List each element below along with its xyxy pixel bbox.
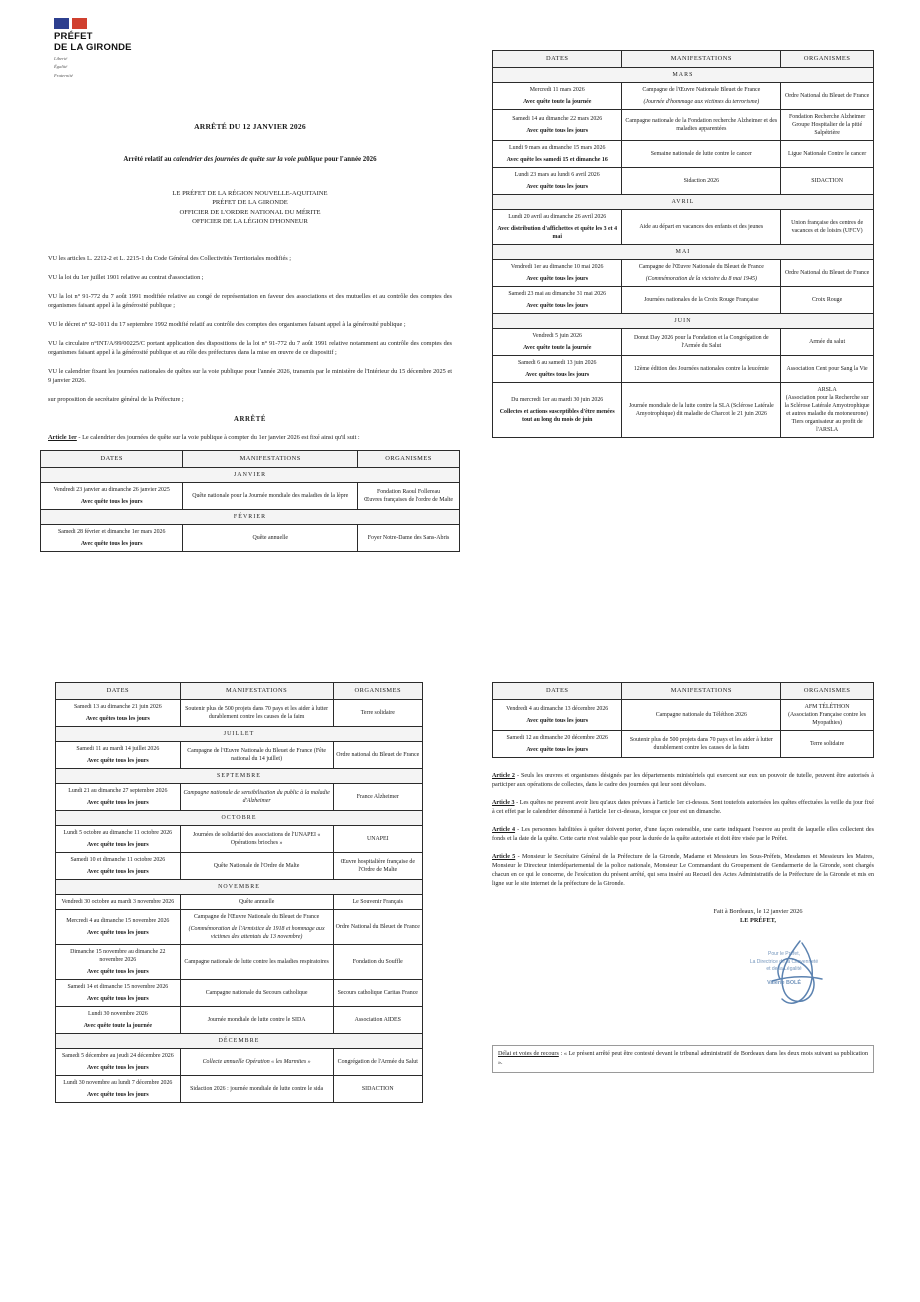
date-main: Du mercredi 1er au mardi 30 juin 2026 <box>511 397 604 403</box>
visa-paragraph: sur proposition de secrétaire général de la Préfecture ; <box>48 395 184 403</box>
manifestation-text: Aide au départ en vacances des enfants et des jeunes <box>639 224 764 230</box>
date-note: Avec quêtes tous les jours <box>525 372 590 378</box>
month-label: DÉCEMBRE <box>56 1034 423 1049</box>
manifestation-note: (Commémoration de l'Armistice de 1918 et hommage aux victimes des attentats du 13 novembre) <box>188 926 325 940</box>
cell-organisme: SIDACTION <box>781 168 874 195</box>
cell-organisme: Ordre National du Bleuet de France <box>781 83 874 110</box>
table-row <box>41 525 460 552</box>
date-note: Avec quête toute la journée <box>83 1023 152 1029</box>
column-header-manifestations: MANIFESTATIONS <box>183 451 358 468</box>
date-note: Avec quête tous les jours <box>86 930 149 936</box>
signature-block <box>492 907 874 925</box>
month-label: MARS <box>493 68 874 83</box>
article-4-label: Article 4 <box>492 827 516 833</box>
prefet-line-4: OFFICIER DE LA LÉGION D'HONNEUR <box>192 217 308 225</box>
column-header-organismes: ORGANISMES <box>781 51 874 68</box>
table-row <box>56 853 423 880</box>
table-row <box>493 83 874 110</box>
article-4-paragraph <box>492 826 874 844</box>
date-note: Avec quête tous les jours <box>80 541 143 548</box>
table-row <box>56 742 423 769</box>
table-row <box>493 329 874 356</box>
recourse-note-text: : « Le présent arrêté peut être contesté devant le tribunal administratif de Bordeaux dans les deux mois suivant sa publication ». <box>498 1051 868 1066</box>
table-header-row <box>41 451 460 468</box>
date-main: Samedi 28 février et dimanche 1er mars 2026 <box>57 529 166 536</box>
cell-dates <box>493 731 622 758</box>
table-row <box>493 356 874 383</box>
cell-manifestation <box>183 483 358 510</box>
table-row <box>493 700 874 731</box>
month-label: AVRIL <box>493 195 874 210</box>
calendar-table-1-body <box>41 468 460 552</box>
cell-manifestation <box>622 731 781 758</box>
date-main: Lundi 21 au dimanche 27 septembre 2026 <box>68 788 168 794</box>
cell-organisme: Ordre national du Bleuet de France <box>333 742 422 769</box>
article-4-text: - Les personnes habilitées à quêter doivent porter, d'une façon ostensible, une carte indiquant l'oeuvre au profit de laquelle elles collectent des fonds et la date de la quête. Cette carte n'est valable que pour la durée de la quête autorisée et doit être visée par le Préfet. <box>492 827 874 842</box>
cell-dates <box>493 260 622 287</box>
date-main: Samedi 23 mai au dimanche 31 mai 2026 <box>508 291 607 297</box>
calendar-table-3 <box>55 682 423 1103</box>
arrete-keyword: ARRÊTÉ <box>234 416 266 423</box>
date-main: Samedi 14 au dimanche 22 mars 2026 <box>512 116 603 122</box>
cell-manifestation <box>622 260 781 287</box>
cell-dates <box>56 826 181 853</box>
cell-dates <box>493 356 622 383</box>
month-separator-row <box>493 245 874 260</box>
calendar-table-4-body <box>493 700 874 758</box>
page-title: ARRÊTÉ DU 12 JANVIER 2026 <box>194 122 306 132</box>
cell-manifestation <box>180 784 333 811</box>
cell-dates <box>56 980 181 1007</box>
prefet-line-3: OFFICIER DE L'ORDRE NATIONAL DU MÉRITE <box>179 208 321 216</box>
document-page-3 <box>55 682 423 1262</box>
manifestation-text: Journées nationales de la Croix Rouge Française <box>644 297 759 303</box>
column-header-dates: DATES <box>493 683 622 700</box>
manifestation-note: (Commémoration de la victoire du 8 mai 1945) <box>645 276 757 282</box>
devise-egalite: Égalité <box>54 64 68 70</box>
flag-blue-block <box>54 18 69 29</box>
manifestation-text: Campagne nationale de lutte contre les maladies respiratoires <box>184 959 329 965</box>
manifestation-text: Donut Day 2026 pour la Fondation et la Congrégation de l'Armée du Salut <box>633 335 769 349</box>
cell-dates <box>41 483 183 510</box>
cell-manifestation <box>180 700 333 727</box>
visa-paragraph: VU les articles L. 2212-2 et L. 2215-1 du Code Général des Collectivités Territoriales modifiés ; <box>48 255 292 263</box>
subtitle-part-b: calendrier des journées de quête sur la voie publique <box>173 156 323 164</box>
cell-organisme: UNAPEI <box>333 826 422 853</box>
month-separator-row <box>493 68 874 83</box>
manifestation-text: Sidaction 2026 : journée mondiale de lutte contre le sida <box>190 1086 324 1092</box>
cell-organisme: ARSLA (Association pour la Recherche sur la Sclérose Latérale Amyotrophique et autres maladie du motoneurone) Tiers organisateur au profit de l'ARSLA <box>781 383 874 438</box>
cell-dates <box>493 83 622 110</box>
cell-organisme: Le Souvenir Français <box>333 895 422 910</box>
manifestation-text: Campagne de l'Œuvre Nationale du Bleuet de France (Fête national du 14 juillet) <box>187 748 326 762</box>
column-header-organismes: ORGANISMES <box>781 683 874 700</box>
column-header-dates: DATES <box>56 683 181 700</box>
date-main: Samedi 6 au samedi 13 juin 2026 <box>517 360 597 366</box>
cell-manifestation <box>622 383 781 438</box>
manifestation-text: Journée mondiale de lutte contre le SIDA <box>207 1017 306 1023</box>
recourse-note-label: Délai et voies de recours <box>498 1051 559 1057</box>
republique-francaise-logo <box>54 18 460 78</box>
cell-dates <box>56 700 181 727</box>
devise-fraternite: Fraternité <box>54 72 73 78</box>
cell-manifestation <box>180 826 333 853</box>
cell-dates <box>493 110 622 141</box>
signature-place-date: Fait à Bordeaux, le 12 janvier 2026 <box>713 908 803 915</box>
column-header-manifestations: MANIFESTATIONS <box>180 683 333 700</box>
visa-paragraph: VU la loi du 1er juillet 1901 relative au contrat d'association ; <box>48 273 204 281</box>
date-note: Avec quête tous les jours <box>526 718 589 724</box>
cell-organisme: Association AIDES <box>333 1007 422 1034</box>
signature-role: LE PRÉFET, <box>740 917 776 924</box>
cell-organisme: Fondation du Souffle <box>333 945 422 980</box>
cell-dates <box>56 853 181 880</box>
manifestation-text: Semaine nationale de lutte contre le cancer <box>650 151 752 157</box>
cell-organisme: Fondation Raoul Follereau Œuvres françaises de l'ordre de Malte <box>358 483 460 510</box>
cell-dates <box>41 525 183 552</box>
subtitle-part-c: pour l'année 2026 <box>322 156 377 164</box>
calendar-table-2 <box>492 50 874 438</box>
cell-dates <box>493 700 622 731</box>
document-subtitle <box>40 155 460 165</box>
table-row <box>493 110 874 141</box>
table-row <box>56 784 423 811</box>
cell-manifestation <box>180 910 333 945</box>
cell-organisme: Ligue Nationale Contre le cancer <box>781 141 874 168</box>
cell-manifestation <box>622 110 781 141</box>
article-5-paragraph <box>492 853 874 889</box>
stamp-line-1: Pour le Préfet, <box>768 951 800 957</box>
manifestation-text: Campagne de l'Œuvre Nationale du Bleuet de France <box>194 914 320 920</box>
month-separator-row <box>56 880 423 895</box>
visa-paragraph: VU la circulaire n°INT/A/99/00225/C portant application des dispositions de la loi n° 91-772 du 7 août 1991 relative notamment au contrôle des comptes des organismes faisant appel à la générosité publique et au rôle des préfectures dans la mise en œuvre de ce dispositif ; <box>48 339 452 356</box>
table-row <box>56 980 423 1007</box>
article-1-paragraph <box>48 433 452 442</box>
manifestation-text: Quête Nationale de l'Ordre de Malte <box>213 863 300 869</box>
table-row <box>493 141 874 168</box>
stamp-line-3: et de la Légalité <box>766 966 802 972</box>
manifestation-text: Campagne nationale du Téléthon 2026 <box>655 712 747 718</box>
manifestation-note: Collecte annuelle Opération « les Marmites » <box>202 1059 311 1065</box>
month-label: JUILLET <box>56 727 423 742</box>
flag-red-block <box>72 18 87 29</box>
stamp-text <box>724 951 844 987</box>
calendar-table-4 <box>492 682 874 758</box>
cell-organisme: SIDACTION <box>333 1076 422 1103</box>
date-note: Avec quête tous les jours <box>86 800 149 806</box>
table-row <box>56 1049 423 1076</box>
cell-manifestation <box>622 210 781 245</box>
cell-organisme: Terre solidaire <box>781 731 874 758</box>
table-row <box>493 287 874 314</box>
cell-dates <box>493 210 622 245</box>
cell-organisme: Armée du salut <box>781 329 874 356</box>
cell-manifestation <box>622 700 781 731</box>
manifestation-note: (Journée d'hommage aux victimes du terrorisme) <box>643 99 760 105</box>
recourse-note <box>492 1045 874 1073</box>
cell-manifestation <box>622 141 781 168</box>
date-note: Avec quête tous les jours <box>526 184 589 190</box>
cell-dates <box>56 742 181 769</box>
cell-organisme: Ordre National du Bleuet de France <box>333 910 422 945</box>
date-note: Avec quête toute la journée <box>523 345 592 351</box>
month-separator-row <box>41 468 460 483</box>
cell-manifestation <box>183 525 358 552</box>
date-main: Lundi 23 mars au lundi 6 avril 2026 <box>514 172 600 178</box>
table-row <box>56 700 423 727</box>
month-label: JUIN <box>493 314 874 329</box>
cell-manifestation <box>622 168 781 195</box>
table-header-row <box>56 683 423 700</box>
cell-manifestation <box>180 853 333 880</box>
cell-manifestation <box>180 980 333 1007</box>
document-page-2 <box>492 50 874 650</box>
date-main: Mercredi 11 mars 2026 <box>529 87 585 93</box>
month-label: MAI <box>493 245 874 260</box>
date-note: Avec quête tous les jours <box>526 276 589 282</box>
column-header-dates: DATES <box>41 451 183 468</box>
cell-manifestation <box>622 329 781 356</box>
cell-organisme: Terre solidaire <box>333 700 422 727</box>
manifestation-text: Quête nationale pour la Journée mondiale des maladies de la lèpre <box>192 493 349 500</box>
article-3-label: Article 3 <box>492 800 515 806</box>
month-separator-row <box>41 510 460 525</box>
article-5-text: - Monsieur le Secrétaire Général de la Préfecture de la Gironde, Madame et Messieurs les Sous-Préfets, Mesdames et Messieurs les Maires, Monsieur le Directeur interdépartemental de la police nationale, Monsieur Le Commandant du Groupement de Gendarmerie de la Gironde, sont chargés chacun en ce qui le concerne, de l'exécution du présent arrêté, qui sera inséré au Recueil des Actes Administratifs de la Préfecture de la Gironde et mis en ligne sur le site internet de la préfecture de la Gironde. <box>492 854 874 887</box>
cell-dates <box>56 945 181 980</box>
date-main: Lundi 5 octobre au dimanche 11 octobre 2026 <box>63 830 173 836</box>
date-note: Avec quête tous les jours <box>86 969 149 975</box>
date-main: Samedi 5 décembre au jeudi 24 décembre 2026 <box>61 1053 174 1059</box>
date-main: Samedi 10 et dimanche 11 octobre 2026 <box>70 857 166 863</box>
date-note: Avec quêtes tous les jours <box>85 716 150 722</box>
cell-organisme: AFM TÉLÉTHON (Association Française contre les Myopathies) <box>781 700 874 731</box>
cell-organisme: Œuvre hospitalière française de l'Ordre de Malte <box>333 853 422 880</box>
month-label: FÉVRIER <box>41 510 460 525</box>
date-main: Mercredi 4 au dimanche 15 novembre 2026 <box>66 918 170 924</box>
column-header-manifestations: MANIFESTATIONS <box>622 683 781 700</box>
manifestation-text: Quête annuelle <box>252 535 288 542</box>
cell-dates <box>493 141 622 168</box>
stamp-signatory-name: Valérie BOLÉ <box>767 979 801 986</box>
cell-manifestation <box>180 742 333 769</box>
table-row <box>493 210 874 245</box>
month-label: NOVEMBRE <box>56 880 423 895</box>
column-header-manifestations: MANIFESTATIONS <box>622 51 781 68</box>
visa-paragraph: VU la loi n° 91-772 du 7 août 1991 modifiée relative au congé de représentation en faveur des associations et des mutuelles et au contrôle des comptes des organismes faisant appel à la générosité publique ; <box>48 292 452 309</box>
month-separator-row <box>56 1034 423 1049</box>
table-header-row <box>493 51 874 68</box>
prefet-line-1: LE PRÉFET DE LA RÉGION NOUVELLE-AQUITAINE <box>172 190 328 198</box>
cell-organisme: Association Cent pour Sang la Vie <box>781 356 874 383</box>
table-row <box>493 168 874 195</box>
visa-paragraph: VU le décret n° 92-1011 du 17 septembre 1992 modifié relatif au contrôle des comptes des organismes faisant appel à la générosité publique ; <box>48 320 406 328</box>
date-main: Vendredi 30 octobre au mardi 3 novembre 2026 <box>61 899 175 905</box>
cell-dates <box>493 383 622 438</box>
document-page-1 <box>40 18 460 638</box>
french-flag-icon <box>54 18 460 29</box>
date-note: Avec quête toute la journée <box>523 99 592 105</box>
document-page-4 <box>492 682 874 1152</box>
visa-section <box>40 254 460 404</box>
table-row <box>56 1076 423 1103</box>
article-3-text: - Les quêtes ne peuvent avoir lieu qu'aux dates prévues à l'article 1er ci-dessus. Sont toutefois autorisées les quêtes effectuées la veille du jour fixé à cet effet par le calendrier dénommé à l'article 1er ci-dessus, lorsque ce jour est un dimanche. <box>492 800 874 815</box>
subtitle-part-a: Arrêté relatif au <box>123 156 174 164</box>
manifestation-text: 12ème édition des Journées nationales contre la leucémie <box>633 366 769 372</box>
prefet-line-2: PRÉFET DE LA GIRONDE <box>212 199 288 207</box>
visa-paragraph: VU le calendrier fixant les journées nationales de quêtes sur la voie publique pour l'année 2026, transmis par le ministère de l'Intérieur du 15 décembre 2025 et 9 janvier 2026. <box>48 367 452 384</box>
cell-manifestation <box>180 1007 333 1034</box>
date-main: Vendredi 1er au dimanche 10 mai 2026 <box>510 264 604 270</box>
stamp-line-2: La Directrice de la Citoyenneté <box>749 958 819 965</box>
column-header-dates: DATES <box>493 51 622 68</box>
cell-organisme: Ordre National du Bleuet de France <box>781 260 874 287</box>
calendar-table-3-body <box>56 700 423 1103</box>
cell-dates <box>56 784 181 811</box>
column-header-organismes: ORGANISMES <box>333 683 422 700</box>
table-row <box>56 910 423 945</box>
cell-manifestation <box>622 287 781 314</box>
date-note: Avec quête tous les jours <box>526 747 589 753</box>
manifestation-text: Soutenir plus de 500 projets dans 70 pays et les aider à lutter durablement contre les causes de la faim <box>629 737 773 751</box>
cell-organisme: Union française des centres de vacances et de loisirs (UFCV) <box>781 210 874 245</box>
cell-dates <box>493 168 622 195</box>
date-main: Samedi 12 au dimanche 20 décembre 2026 <box>506 735 608 741</box>
calendar-table-1 <box>40 450 460 552</box>
date-main: Lundi 30 novembre 2026 <box>87 1011 148 1017</box>
date-note: Collectes et actions susceptibles d'être menées tout au long du mois de juin <box>499 409 615 423</box>
cell-organisme: Secours catholique Caritas France <box>333 980 422 1007</box>
manifestation-text: Soutenir plus de 500 projets dans 70 pays et les aider à lutter durablement contre les causes de la faim <box>185 706 329 720</box>
devise-liberte: Liberté <box>54 56 68 61</box>
cell-organisme: France Alzheimer <box>333 784 422 811</box>
date-main: Lundi 30 novembre au lundi 7 décembre 2026 <box>63 1080 173 1086</box>
manifestation-text: Campagne nationale de la Fondation recherche Alzheimer et des maladies apparentées <box>625 118 778 132</box>
cell-dates <box>493 329 622 356</box>
cell-manifestation <box>180 1049 333 1076</box>
manifestation-text: Sidaction 2026 <box>683 178 720 184</box>
date-note: Avec quête les samedi 15 et dimanche 16 <box>506 157 608 163</box>
cell-dates <box>56 1049 181 1076</box>
date-main: Vendredi 4 au dimanche 13 décembre 2026 <box>506 706 609 712</box>
cell-dates <box>56 1007 181 1034</box>
article-1-text: - Le calendrier des journées de quête sur la voie publique à compter du 1er janvier 2026 est fixé ainsi qu'il suit : <box>76 434 360 441</box>
date-note: Avec quête tous les jours <box>86 1092 149 1098</box>
date-main: Samedi 11 au mardi 14 juillet 2026 <box>76 746 160 752</box>
date-main: Lundi 20 avril au dimanche 26 avril 2026 <box>508 214 607 220</box>
manifestation-text: Campagne de l'Œuvre Nationale Bleuet de France <box>642 87 761 93</box>
cell-organisme: Congrégation de l'Armée du Salut <box>333 1049 422 1076</box>
article-2-paragraph <box>492 772 874 790</box>
month-separator-row <box>56 727 423 742</box>
month-separator-row <box>493 314 874 329</box>
cell-organisme: Foyer Notre-Dame des Sans-Abris <box>358 525 460 552</box>
cell-manifestation <box>622 83 781 110</box>
date-note: Avec quête tous les jours <box>86 996 149 1002</box>
date-main: Vendredi 23 janvier au dimanche 26 janvier 2025 <box>53 487 170 494</box>
article-2-text: - Seuls les œuvres et organismes désignés par les départements ministériels qui exercent sur eux un pouvoir de tutelle, peuvent être autorisés à participer aux opérations de collectes, dans le cadre des journées qui leur sont dévolues. <box>492 773 874 788</box>
article-5-label: Article 5 <box>492 854 516 860</box>
month-label: SEPTEMBRE <box>56 769 423 784</box>
date-note: Avec quête tous les jours <box>526 303 589 309</box>
date-main: Dimanche 15 novembre au dimanche 22 novembre 2026 <box>70 949 166 963</box>
table-row <box>56 826 423 853</box>
table-row <box>493 260 874 287</box>
date-main: Samedi 13 au dimanche 21 juin 2026 <box>73 704 162 710</box>
date-note: Avec quête tous les jours <box>80 499 143 506</box>
table-header-row <box>493 683 874 700</box>
column-header-organismes: ORGANISMES <box>358 451 460 468</box>
article-1-label: Article 1er <box>48 434 77 441</box>
cell-dates <box>56 1076 181 1103</box>
cell-organisme: Croix Rouge <box>781 287 874 314</box>
month-label: OCTOBRE <box>56 811 423 826</box>
cell-manifestation <box>180 945 333 980</box>
month-separator-row <box>493 195 874 210</box>
cell-manifestation <box>622 356 781 383</box>
table-row <box>493 731 874 758</box>
table-row <box>56 1007 423 1034</box>
manifestation-text: Journées de solidarité des associations de l'UNAPEI « Opérations brioches » <box>192 832 321 846</box>
cell-dates <box>56 895 181 910</box>
cell-manifestation <box>180 1076 333 1103</box>
date-note: Avec quête tous les jours <box>86 758 149 764</box>
date-main: Vendredi 5 juin 2026 <box>532 333 582 339</box>
manifestation-text: Journée mondiale de la lutte contre la SLA (Sclérose Latérale Amyotrophique) dit maladie de Charcot le 21 juin 2026 <box>628 403 774 417</box>
cell-dates <box>56 910 181 945</box>
table-row <box>493 383 874 438</box>
month-separator-row <box>56 769 423 784</box>
signature-stamp-area <box>492 925 874 1003</box>
date-note: Avec quête tous les jours <box>86 842 149 848</box>
date-note: Avec distribution d'affichettes et quête les 3 et 4 mai <box>497 226 618 240</box>
month-separator-row <box>56 811 423 826</box>
logo-title-line2: DE LA GIRONDE <box>54 41 132 53</box>
month-label: JANVIER <box>41 468 460 483</box>
manifestation-note: Campagne nationale de sensibilisation du public à la maladie d'Alzheimer <box>183 790 330 804</box>
table-row <box>56 895 423 910</box>
calendar-table-2-body <box>493 68 874 438</box>
manifestation-text: Campagne nationale du Secours catholique <box>205 990 308 996</box>
date-note: Avec quête tous les jours <box>86 869 149 875</box>
article-3-paragraph <box>492 799 874 817</box>
article-2-label: Article 2 <box>492 773 515 779</box>
table-row <box>56 945 423 980</box>
cell-dates <box>493 287 622 314</box>
logo-title-line1: PRÉFET <box>54 31 93 42</box>
articles-section <box>492 772 874 889</box>
cell-organisme: Fondation Recherche Alzheimer Groupe Hospitalier de la pitié Salpétrière <box>781 110 874 141</box>
date-note: Avec quête tous les jours <box>86 1065 149 1071</box>
date-main: Lundi 9 mars au dimanche 15 mars 2026 <box>509 145 606 151</box>
manifestation-text: Quête annuelle <box>238 899 275 905</box>
cell-manifestation <box>180 895 333 910</box>
table-row <box>41 483 460 510</box>
date-main: Samedi 14 et dimanche 15 novembre 2026 <box>67 984 169 990</box>
prefet-titles <box>40 189 460 226</box>
manifestation-text: Campagne de l'Œuvre Nationale du Bleuet de France <box>638 264 764 270</box>
date-note: Avec quête tous les jours <box>526 128 589 134</box>
